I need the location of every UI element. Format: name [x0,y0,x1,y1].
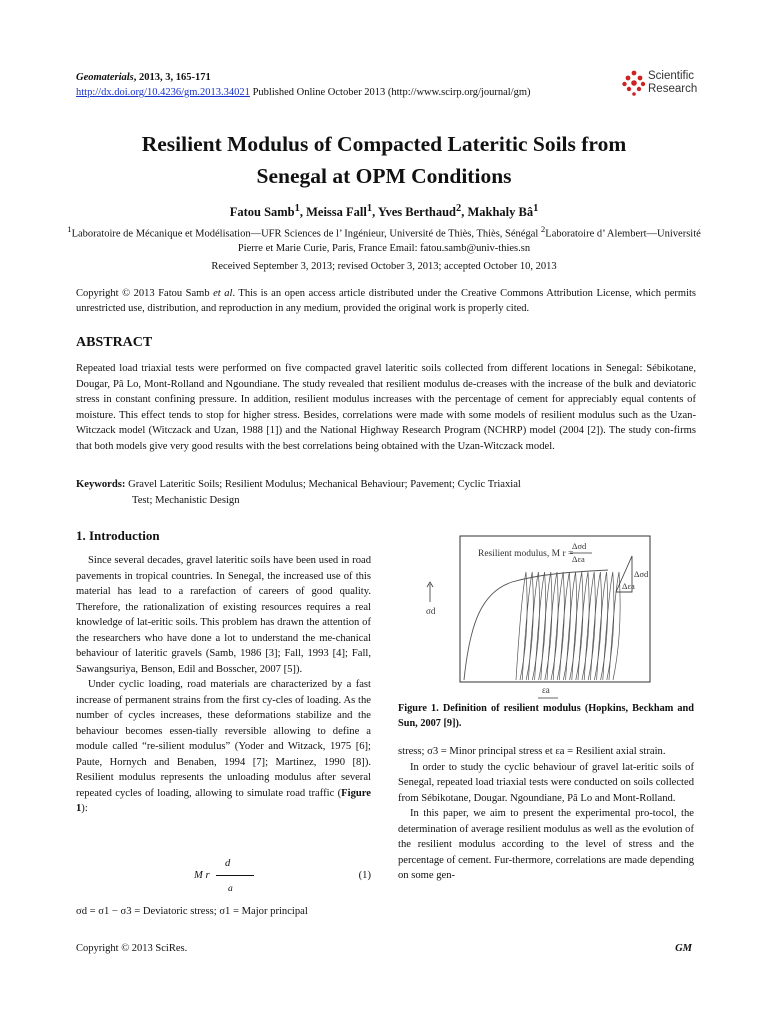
figure-1 [420,532,692,695]
logo-line-2: Research [648,83,698,95]
eq-denominator: a [228,884,233,894]
intro-left-column [76,553,371,817]
journal-name: Geomaterials [76,72,134,83]
journal-header [76,70,530,100]
sigma-definition: σd = σ1 − σ3 = Deviatoric stress; σ1 = Major principal [76,906,308,917]
author-list [40,203,728,220]
x-axis-label: εa [542,685,550,695]
author-name: Fatou Samb [229,205,295,220]
figure-legend-denominator: Δεa [572,554,585,564]
received-dates: Received September 3, 2013; revised October 3, 2013; accepted October 10, 2013 [211,261,557,272]
author-affil-sup: 1 [533,203,539,214]
eq-numerator: d [225,858,231,869]
figure-1-reference[interactable]: Figure 1 [76,787,371,814]
author-affil-sup: 1 [366,203,373,214]
delta-eps-label: Δεa [622,581,635,591]
footer-journal: GM [675,943,692,954]
footer-copyright: Copyright © 2013 SciRes. [76,943,188,954]
copyright-notice [76,286,696,316]
intro-heading: 1. Introduction [76,528,160,543]
right-paragraph-3: In this paper, we aim to present the experimental pro-tocol, the determination of average resilient modulus as well as the evolution of the resilient modulus according to the level of stress and the percentage of cement. Fur-thermore, correlations are made depending on some gen- [398,808,694,881]
figure-legend-text: Resilient modulus, M r = [478,549,574,559]
keywords-line-1: Gravel Lateritic Soils; Resilient Modulus; Mechanical Behaviour; Pavement; Cyclic Triaxial [125,479,521,490]
right-paragraph-2: In order to study the cyclic behaviour of gravel lat-eritic soils of Senegal, repeated load triaxial tests were conducted on soils collected from Sébikotane, Dougar. Ngoundiane, Pâ Lo and Mont-Rolland. [398,761,694,804]
affil-text-2: Laboratoire d’ Alembert—Université Pierre et Marie Curie, Paris, France Email: fatou.samb@univ-thies.sn [237,228,701,254]
keywords [76,477,696,508]
intro-p2-before: Under cyclic loading, road materials are characterized by a fast increase of permanent strains from the first cy-cles of loading. As the number of cycles increases, these deformations stabilize and the behaviour becomes essen-tially reversible allowing to define a module called “re-silient modulus” (Yoder and Witzack, 1975 [6]; Paute, Hornych and Benaben, 1994 [7]; Martinez, 1990 [8]). Resilient modulus represents the unloading modulus after several repeated cycles of loading, allowing to simulate road traffic ( [76,679,371,799]
title-line-2: Senegal at OPM Conditions [256,164,512,188]
copyright-etal: et al [213,288,233,299]
intro-right-column [398,744,694,884]
keywords-line-2: Test; Mechanistic Design [132,494,240,506]
figure-1-caption: Figure 1. Definition of resilient modulus (Hopkins, Beckham and Sun, 2007 [9]). [398,703,694,729]
eq-number: (1) [358,870,371,881]
scientific-research-logo [622,70,702,100]
equation-1 [76,858,371,900]
right-paragraph-1: stress; σ3 = Minor principal stress et εa = Resilient axial strain. [398,746,666,757]
intro-p2-after: ): [81,803,88,814]
author-separator: , [372,205,378,220]
title-line-1: Resilient Modulus of Compacted Lateritic Soils from [141,132,627,156]
author-name: Meissa Fall [306,205,367,220]
copyright-before: Copyright © 2013 Fatou Samb [76,288,214,299]
y-axis-label: σd [426,606,436,616]
author-separator: , [461,205,468,220]
affil-text-1: Laboratoire de Mécanique et Modélisation—UFR Sciences de l’ Ingénieur, Université de Thiès, Thiès, Sénégal [71,228,541,240]
logo-line-1: Scientific [648,70,695,82]
abstract-heading: ABSTRACT [76,335,153,350]
hysteresis-loop [516,572,527,680]
affil-sup-2: 2 [540,224,546,234]
doi-link[interactable]: http://dx.doi.org/10.4236/gm.2013.34021 [76,87,250,98]
figure-legend-numerator: Δσd [572,541,587,551]
resilient-modulus-diagram [420,532,692,695]
eq-lhs: M r [194,870,210,881]
paper-title [40,128,728,192]
intro-paragraph-2 [76,677,371,817]
eq-fraction-bar [216,875,254,876]
hysteresis-loops [516,572,620,680]
abstract-text: Repeated load triaxial tests were performed on five compacted gravel lateritic soils collected from different locations in Senegal: Sébikotane, Dougar, Pâ Lo, Mont-Rolland and Ngoundiane. The study revealed that resilient modulus de-creases with the increase of the bulk and deviatoric stress in constant confining pressure. In addition, resilient modulus increases with the percentage of cement for appreciably equal contents of moisture. This effect tends to stop for higher stress. Besides, correlations were made with some models of resilient modulus such as the Uzan-Witczack model (Witczack and Uzan, 1988 [1]) and the National Highway Research Program (NCHRP) model (2004 [2]). The study con-firms that both models give very good results with the best correlations being obtained with the Uzan-Witczack model. [76,363,696,452]
delta-sigma-label: Δσd [634,569,649,579]
published-info: Published Online October 2013 (http://www.scirp.org/journal/gm) [249,87,531,98]
author-name: Makhaly Bâ [467,205,534,220]
volume-info: , 2013, 3, 165-171 [133,72,211,83]
affil-sup-1: 1 [67,224,72,234]
author-separator: , [299,205,307,220]
author-affil-sup: 2 [456,203,462,214]
author-name: Yves Berthaud [377,205,456,220]
affiliations [60,222,708,256]
author-affil-sup: 1 [294,203,300,214]
keywords-label: Keywords: [76,479,126,490]
logo-dots-icon [622,70,646,96]
copyright-after: . This is an open access article distributed under the Creative Commons Attribution License, which permits unrestricted use, distribution, and reproduction in any medium, provided the original work is properly cited. [76,288,697,314]
intro-paragraph-1: Since several decades, gravel lateritic soils have been used in road pavements in tropical countries. In Senegal, the increased use of this material has lead to a rarefaction of careers of good quality. Therefore, the rationalization of existing resources requires a real knowledge of lat-eritic soils. This problem has drawn the attention of the researchers who have done a lot to understand the me-chanical behaviour of lateritic gravels (Samb, 1986 [3]; Fall, 1993 [4]; Fall, Sawangsuriya, Benson, Edil and Bosscher, 2007 [5]). [76,555,371,675]
